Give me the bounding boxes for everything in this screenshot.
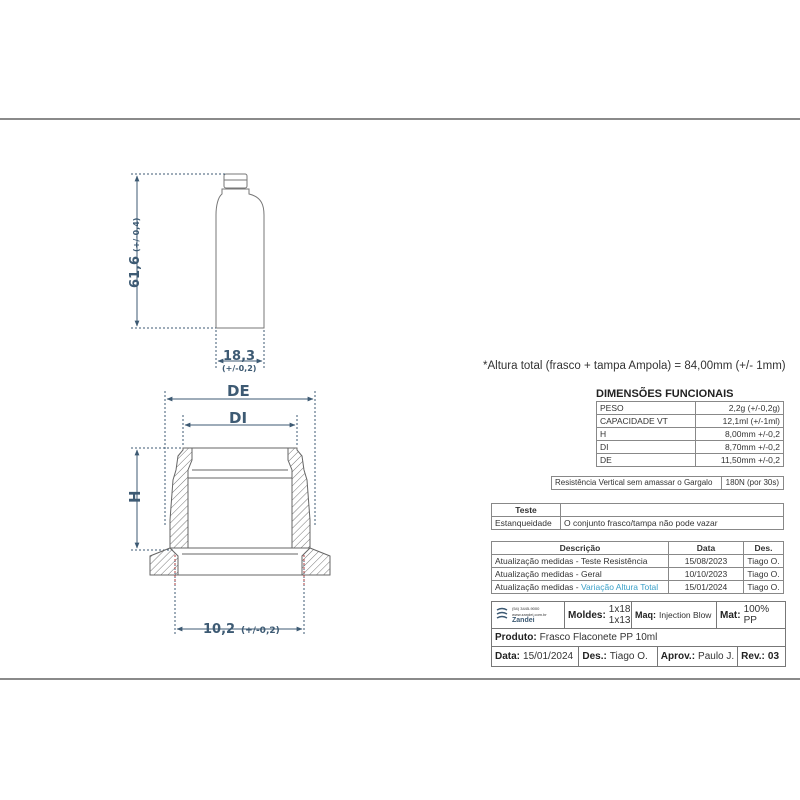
row-label: PESO xyxy=(597,402,696,415)
di-label: DI xyxy=(229,409,248,427)
test-name: Estanqueidade xyxy=(492,517,561,530)
row-label: DI xyxy=(597,441,696,454)
base-width-tolerance: (+/-0,2) xyxy=(241,626,280,636)
neck-section xyxy=(131,391,330,635)
des-label: Des.: xyxy=(582,651,607,662)
test-header: Teste xyxy=(492,504,561,517)
logo-phone: (54) 3445-9000 xyxy=(512,606,540,611)
history-desc: Atualização medidas - xyxy=(495,582,581,592)
history-header-by: Des. xyxy=(744,542,784,555)
rev-label: Rev.: xyxy=(741,651,765,662)
moldes-value-1: 1x18 xyxy=(608,604,631,615)
history-header-date: Data xyxy=(669,542,744,555)
aprov-value: Paulo J. xyxy=(698,651,735,662)
table-row xyxy=(597,415,784,428)
data-label: Data: xyxy=(495,651,521,662)
row-value: 11,50mm +/-0,2 xyxy=(696,454,784,467)
width-value: 18,3 xyxy=(223,349,256,364)
history-desc: Atualização medidas - Teste Resistência xyxy=(495,556,648,566)
functional-dimensions-title: DIMENSÕES FUNCIONAIS xyxy=(596,388,734,400)
table-row xyxy=(597,454,784,467)
h-label: H xyxy=(126,490,144,503)
company-logo xyxy=(492,602,565,628)
height-tolerance: (+/-0,4) xyxy=(132,217,141,252)
aprov-label: Aprov.: xyxy=(660,651,696,662)
produto-label: Produto: xyxy=(495,632,537,643)
maq-value: Injection Blow xyxy=(659,610,712,620)
row-value: 8,00mm +/-0,2 xyxy=(696,428,784,441)
maq-label: Maq: xyxy=(635,610,656,620)
height-dimension xyxy=(131,174,226,328)
history-by: Tiago O. xyxy=(744,581,784,594)
table-row xyxy=(492,555,784,568)
row-value: 12,1ml (+/-1ml) xyxy=(696,415,784,428)
revision-history-table xyxy=(491,541,784,594)
total-height-note: *Altura total (frasco + tampa Ampola) = 84,00mm (+/- 1mm) xyxy=(483,360,786,372)
logo-name: Zandei xyxy=(512,617,535,624)
history-by: Tiago O. xyxy=(744,555,784,568)
history-date: 10/10/2023 xyxy=(669,568,744,581)
base-width-value: 10,2 xyxy=(203,622,236,637)
row-value: 8,70mm +/-0,2 xyxy=(696,441,784,454)
logo-site: www.zandei.com.br xyxy=(512,612,547,617)
zandei-logo-icon xyxy=(495,607,509,623)
table-row xyxy=(492,581,784,594)
produto-value: Frasco Flaconete PP 10ml xyxy=(539,632,658,643)
resistance-label: Resistência Vertical sem amassar o Gargalo xyxy=(552,477,722,490)
rev-value: 03 xyxy=(767,651,780,662)
history-date: 15/01/2024 xyxy=(669,581,744,594)
table-row xyxy=(597,441,784,454)
bottle-outline xyxy=(216,174,264,328)
moldes-label: Moldes: xyxy=(568,609,606,621)
table-row xyxy=(597,428,784,441)
des-value: Tiago O. xyxy=(609,651,648,662)
test-description: O conjunto frasco/tampa não pode vazar xyxy=(561,517,784,530)
mat-value: 100% PP xyxy=(743,604,770,626)
data-value: 15/01/2024 xyxy=(523,651,574,662)
history-header-desc: Descrição xyxy=(492,542,669,555)
resistance-value: 180N (por 30s) xyxy=(721,477,783,490)
height-value: 61,6 xyxy=(128,255,143,288)
history-date: 15/08/2023 xyxy=(669,555,744,568)
moldes-value-2: 1x13 xyxy=(608,615,631,626)
title-block xyxy=(491,601,786,667)
de-label: DE xyxy=(227,382,250,400)
history-desc: Atualização medidas - Geral xyxy=(495,569,602,579)
resistance-table xyxy=(551,476,784,490)
mat-label: Mat: xyxy=(720,609,741,621)
history-by: Tiago O. xyxy=(744,568,784,581)
row-label: H xyxy=(597,428,696,441)
row-label: CAPACIDADE VT xyxy=(597,415,696,428)
functional-dimensions-table xyxy=(596,401,784,467)
history-highlight: Variação Altura Total xyxy=(581,582,659,592)
row-label: DE xyxy=(597,454,696,467)
table-row xyxy=(597,402,784,415)
test-table xyxy=(491,503,784,530)
width-tolerance: (+/-0,2) xyxy=(222,364,257,373)
row-value: 2,2g (+/-0,2g) xyxy=(696,402,784,415)
table-row xyxy=(492,568,784,581)
